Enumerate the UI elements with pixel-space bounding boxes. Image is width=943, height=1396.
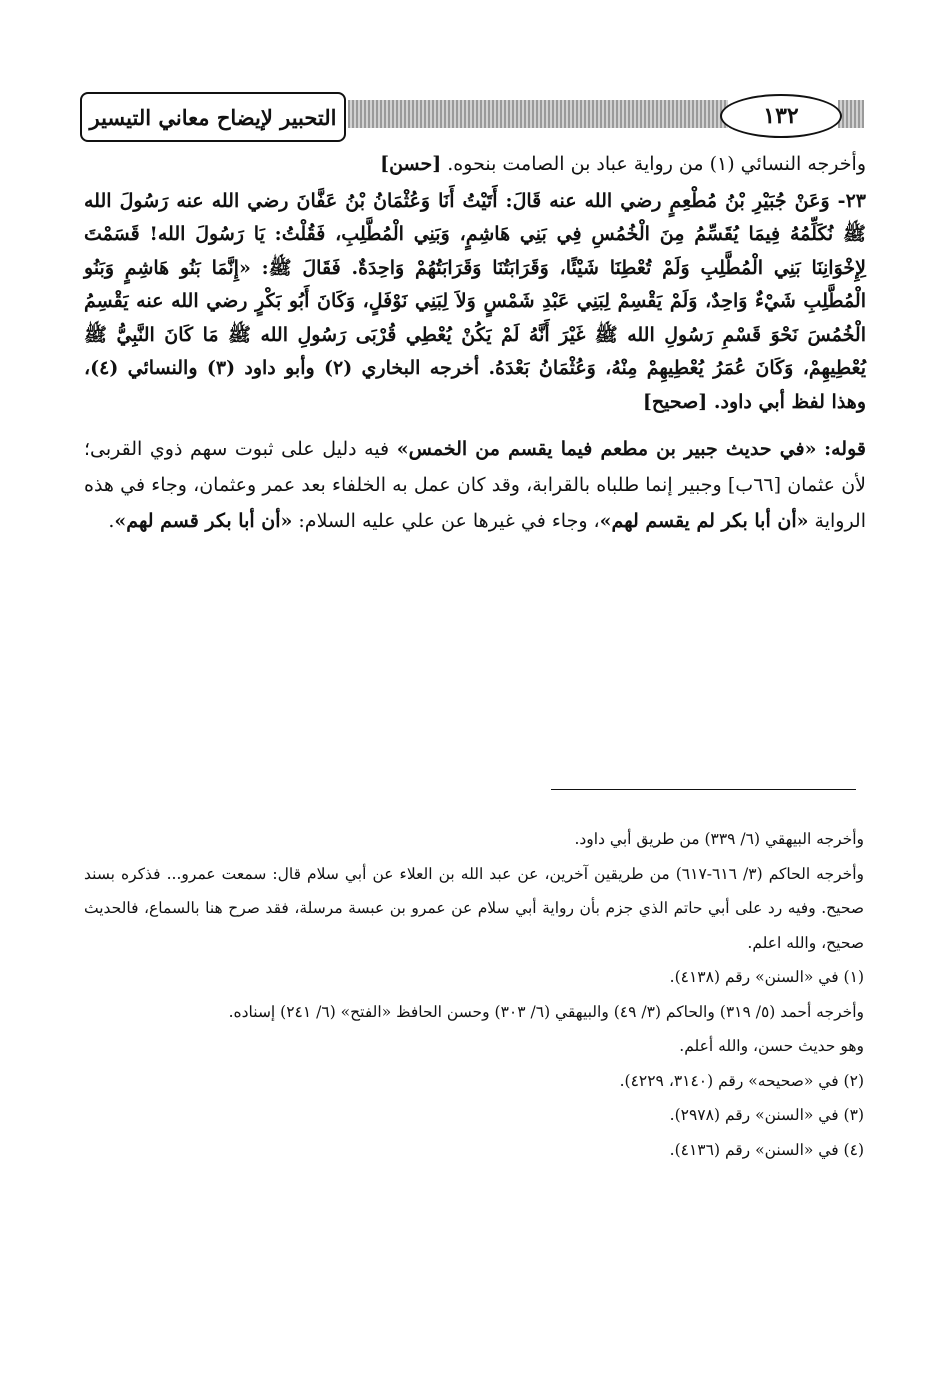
intro-line: وأخرجه النسائي (١) من رواية عباد بن الصامت بنحوه. [447,153,866,175]
commentary-part1: فيه دليل على ثبوت سهم ذوي القربى؛ لأن عثمان [٦٦ب] وجبير إنما طلباه بالقرابة، وقد كان عمل به الخلفاء بعد عمر وعثمان، وجاء في هذه الرواية [84,438,866,532]
footnote-line: وهو حديث حسن، والله أعلم. [679,1037,864,1055]
page-number: ١٣٢ [720,94,842,138]
commentary-label: قوله: [824,438,866,460]
hadith-sources: أخرجه البخاري (٢) وأبو داود (٣) والنسائي (٤)، وهذا لفظ أبي داود. [84,357,866,413]
footnote-line: وأخرجه الحاكم (٣/ ٦١٦-٦١٧) من طريقين آخرين، عن عبد الله بن العلاء عن أبي سلام قال: سمعت عمرو... فذكره بسند صحيح. وفيه رد على أبي حاتم الذي جزم بأن رواية أبي سلام عن عمرو بن عبسة مرسلة، فقد صرح هنا بالسماع، فالحديث صحيح، والله اعلم. [84,864,864,952]
book-title: التحبير لإيضاح معاني التيسير [80,92,346,142]
intro-paragraph [84,148,866,182]
main-text [84,148,866,539]
hadith-paragraph [84,185,866,420]
footnote-line: وأخرجه أحمد (٥/ ٣١٩) والحاكم (٣/ ٤٩) والبيهقي (٦/ ٣٠٣) وحسن الحافظ «الفتح» (٦/ ٢٤١) إسناده. [228,1002,864,1021]
commentary-end: . [108,510,115,532]
footnote-divider [551,789,856,790]
commentary-quote: «في حديث جبير بن مطعم فيما يقسم من الخمس» [396,438,817,460]
page-header [80,92,860,140]
footnote-line: (١) في «السنن» رقم (٤١٣٨). [669,968,864,986]
hadith-grade: [صحيح] [642,390,708,413]
intro-grade: [حسن] [380,153,442,175]
footnote-line: (٣) في «السنن» رقم (٢٩٧٨). [669,1106,864,1124]
footnote-line: (٤) في «السنن» رقم (٤١٣٦). [669,1140,864,1159]
footnote-line: وأخرجه البيهقي (٦/ ٣٣٩) من طريق أبي داود. [574,830,864,848]
hadith-text: ٢٣- وَعَنْ جُبَيْرِ بْنُ مُطْعِمٍ رضي الله عنه قَالَ: أَتَيْتُ أَنَا وَعُثْمَانُ بْنُ عَفَّانَ رضي الله عنه رَسُولَ الله ﷺ نُكَلِّمُهُ فِيمَا يُقَسِّمُ مِنَ الْخُمُسِ فِي بَنِي هَاشِمٍ، وَبَنِي الْمُطَّلِبِ، فَقُلْتُ: يَا رَسُولَ الله! قَسَمْتَ لِإِخْوَانِنَا بَنِي الْمُطَّلِبِ وَلَمْ تُعْطِنَا شَيْئًا، وَقَرَابَتُنَا وَقَرَابَتُهُمْ وَاحِدَةٌ. فَقَالَ ﷺ: «إِنَّمَا بَنُو هَاشِمٍ وَبَنُو الْمُطَّلِبِ شَيْءٌ وَاحِدٌ، وَلَمْ يَقْسِمْ لِبَنِي عَبْدِ شَمْسٍ وَلاَ لِبَنِي نَوْفَلٍ، وَكَانَ أَبُو بَكْرٍ رضي الله عنه يَقْسِمُ الْخُمُسَ نَحْوَ قَسْمِ رَسُولِ الله ﷺ غَيْرَ أَنَّهُ لَمْ يَكُنْ يُعْطِي قُرْبَى رَسُولِ الله ﷺ مَا كَانَ النَّبِيُّ ﷺ يُعْطِيهِمْ، وَكَانَ عُمَرُ يُعْطِيهِمْ مِنْهُ، وَعُثْمَانُ بَعْدَهُ. [84,189,866,379]
footnotes [84,822,864,1167]
commentary-paragraph [84,431,866,539]
commentary-quote2: «أن أبا بكر لم يقسم لهم» [599,510,809,532]
commentary-part2: ، وجاء في غيرها عن علي عليه السلام: [298,510,600,532]
footnote-line: (٢) في «صحيحه» رقم (٣١٤٠، ٤٢٢٩). [619,1071,864,1090]
commentary-quote3: «أن أبا بكر قسم لهم» [114,510,293,532]
header-band [348,100,728,128]
